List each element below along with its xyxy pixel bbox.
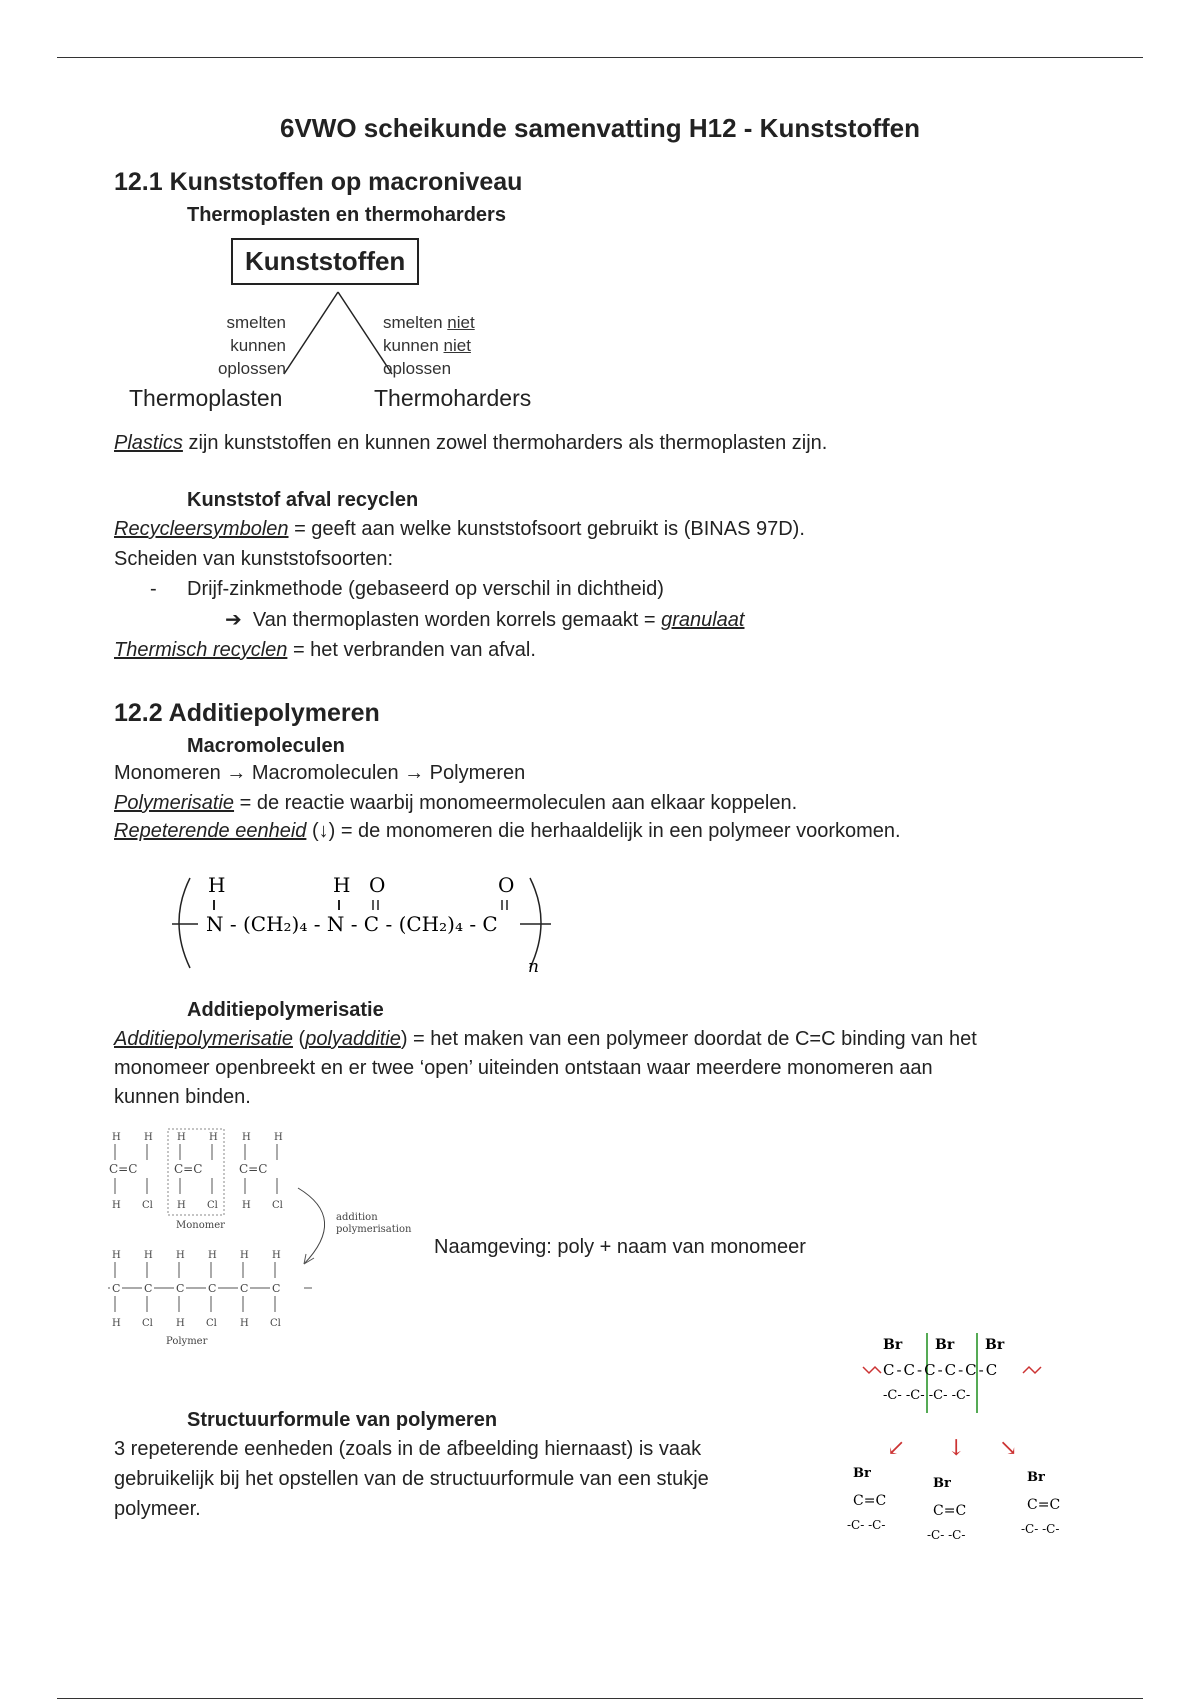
addition-caption: addition (336, 1212, 378, 1223)
pvc-atom: H (176, 1250, 185, 1261)
bottom-rule (57, 1698, 1143, 1699)
addition-polymerisation-diagram (108, 1128, 418, 1350)
bullet-marker: - (150, 578, 157, 600)
additie-subheading: Additiepolymerisatie (187, 999, 384, 1021)
pvc-atom: Cl (206, 1318, 217, 1329)
svg-text:↘: ↘ (999, 1436, 1018, 1461)
diagram-root-box: Kunststoffen (231, 238, 419, 285)
pvc-double-bond: C=C (174, 1162, 203, 1176)
pvc-atom: Cl (142, 1318, 153, 1329)
right-props: smelten niet kunnen niet oplossen (383, 313, 475, 378)
thermo-subheading: Thermoplasten en thermoharders (187, 204, 506, 226)
additie-line-1: Additiepolymerisatie (polyadditie) = het maken van een polymeer doordat de C=C binding van het (114, 1028, 977, 1050)
svg-text:N - (CH₂)₄ - N - C - (CH₂)₄ -: N - (CH₂)₄ - N - C - (CH₂)₄ - C (206, 912, 498, 936)
thermisch-line: Thermisch recyclen = het verbranden van afval. (114, 639, 536, 661)
reaction-arrow (298, 1188, 325, 1264)
top-rule (57, 57, 1143, 58)
svg-text:↙: ↙ (887, 1436, 906, 1461)
pvc-atom: H (112, 1132, 121, 1143)
pvc-carbon: C (240, 1282, 249, 1295)
structuur-subheading: Structuurformule van polymeren (187, 1409, 498, 1431)
pvc-atom: H (242, 1132, 251, 1143)
section-12-2-heading: 12.2 Additiepolymeren (114, 699, 380, 727)
pvc-atom: H (274, 1132, 283, 1143)
thermoplasten-leaf: Thermoplasten (129, 385, 283, 411)
svg-text:-C- -C-: -C- -C- (1021, 1522, 1060, 1536)
pvc-atom: H (112, 1200, 121, 1211)
svg-text:Br: Br (935, 1337, 955, 1353)
page-title: 6VWO scheikunde samenvatting H12 - Kunststoffen (279, 113, 920, 143)
repeating-unit-formula (168, 860, 568, 980)
naamgeving-line: Naamgeving: poly + naam van monomeer (434, 1236, 806, 1258)
svg-text:n: n (528, 957, 539, 977)
structuur-line-2: gebruikelijk bij het opstellen van de structuurformule van een stukje (114, 1468, 709, 1490)
svg-text:Br: Br (985, 1337, 1005, 1353)
plastics-line: Plastics zijn kunststoffen en kunnen zowel thermoharders als thermoplasten zijn. (114, 432, 828, 454)
pvc-atom: Cl (270, 1318, 281, 1329)
monomer-caption: Monomer (176, 1220, 225, 1231)
svg-text:Br: Br (883, 1337, 903, 1353)
svg-text:C=C: C=C (1027, 1497, 1061, 1513)
polymer-caption: Polymer (166, 1336, 208, 1347)
recycle-subheading: Kunststof afval recyclen (187, 489, 419, 511)
recycle-line: Recycleersymbolen = geeft aan welke kunststofsoort gebruikt is (BINAS 97D). (114, 518, 805, 540)
svg-text:Br: Br (933, 1476, 951, 1491)
pvc-atom: H (176, 1318, 185, 1329)
additie-line-3: kunnen binden. (114, 1086, 251, 1108)
svg-text:Br: Br (1027, 1470, 1045, 1485)
pvc-atom: H (144, 1250, 153, 1261)
svg-text:C=C: C=C (853, 1493, 887, 1509)
pvc-atom: Cl (207, 1200, 218, 1211)
pvc-atom: Cl (272, 1200, 283, 1211)
pvc-double-bond: C=C (239, 1162, 268, 1176)
pvc-atom: H (112, 1250, 121, 1261)
pvc-carbon: C (112, 1282, 121, 1295)
svg-text:O: O (369, 873, 386, 897)
pvc-atom: H (177, 1200, 186, 1211)
repeterend-line: Repeterende eenheid (↓) = de monomeren die herhaaldelijk in een polymeer voorkomen. (114, 820, 901, 842)
structuur-line-3: polymeer. (114, 1498, 201, 1520)
pvc-carbon: C (144, 1282, 153, 1295)
svg-text:C=C: C=C (933, 1503, 967, 1519)
pvc-atom: H (177, 1132, 186, 1143)
svg-text:-C- -C- -C- -C-: -C- -C- -C- -C- (883, 1388, 971, 1403)
pvc-atom: H (209, 1132, 218, 1143)
scheiden-line: Scheiden van kunststofsoorten: (114, 548, 394, 570)
svg-text:↓: ↓ (947, 1436, 966, 1461)
structuur-line-1: 3 repeterende eenheden (zoals in de afbeelding hiernaast) is vaak (114, 1438, 702, 1460)
pvc-atom: H (272, 1250, 281, 1261)
svg-text:-C- -C-: -C- -C- (927, 1528, 966, 1542)
arrow-line: ➔ Van thermoplasten worden korrels gemaakt = granulaat (225, 609, 745, 631)
arrow-icon: ➔ (225, 609, 242, 631)
svg-text:C-C-C-C-C-C: C-C-C-C-C-C (883, 1361, 1000, 1379)
svg-text:H: H (208, 873, 226, 897)
svg-text:-C- -C-: -C- -C- (847, 1518, 886, 1532)
pvc-carbon: C (208, 1282, 217, 1295)
pvc-atom: H (240, 1250, 249, 1261)
svg-text:H: H (333, 873, 351, 897)
pvc-atom: Cl (142, 1200, 153, 1211)
svg-text:O: O (498, 873, 515, 897)
section-12-1-heading: 12.1 Kunststoffen op macroniveau (114, 168, 523, 196)
additie-line-2: monomeer openbreekt en er twee ‘open’ uiteinden ontstaan waar meerdere monomeren aan (114, 1057, 933, 1079)
pvc-atom: H (144, 1132, 153, 1143)
macro-subheading: Macromoleculen (187, 735, 345, 757)
pvc-double-bond: C=C (109, 1162, 138, 1176)
pvc-atom: H (242, 1200, 251, 1211)
pvc-atom: H (240, 1318, 249, 1329)
bullet-drijf-zink: Drijf-zinkmethode (gebaseerd op verschil in dichtheid) (187, 578, 664, 600)
chain-line: Monomeren → Macromoleculen → Polymeren (114, 762, 526, 784)
pvc-atom: H (208, 1250, 217, 1261)
pvc-carbon: C (272, 1282, 281, 1295)
thermoharders-leaf: Thermoharders (374, 385, 532, 411)
svg-text:Br: Br (853, 1466, 871, 1481)
bromo-polymer-diagram (843, 1333, 1073, 1563)
left-props: smelten kunnen oplossen (217, 313, 286, 378)
pvc-atom: H (112, 1318, 121, 1329)
pvc-carbon: C (176, 1282, 185, 1295)
polymerisation-caption: polymerisation (336, 1224, 412, 1235)
polymerisatie-line: Polymerisatie = de reactie waarbij monomeermoleculen aan elkaar koppelen. (114, 792, 798, 814)
